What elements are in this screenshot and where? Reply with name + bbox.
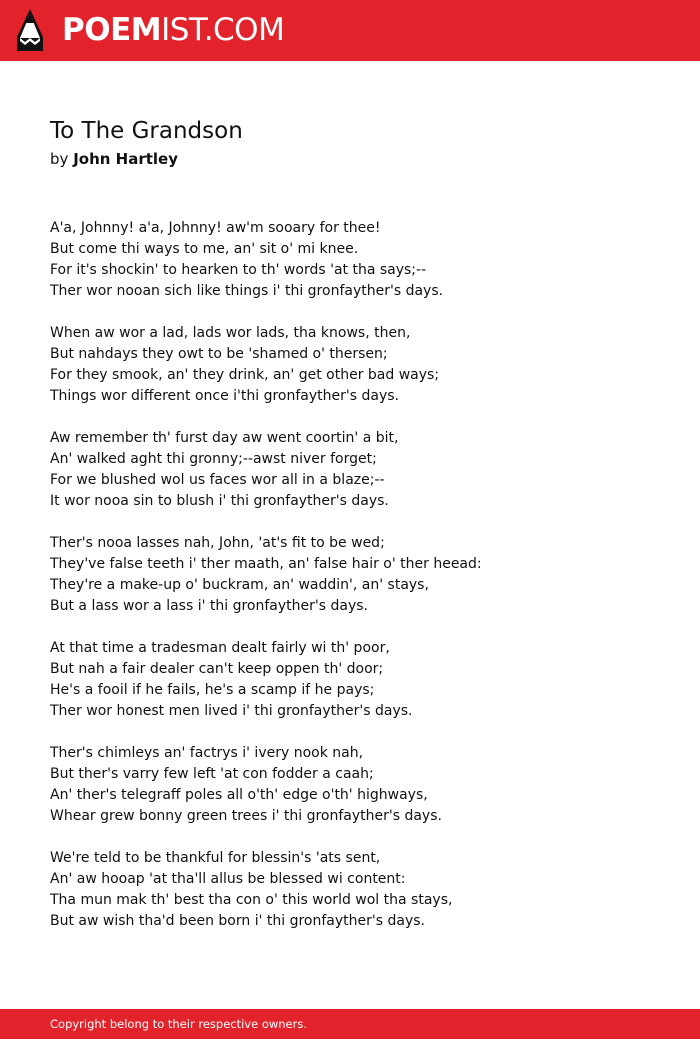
- poem-body: [50, 218, 670, 953]
- logo-bold-text: POEM: [62, 12, 162, 48]
- poem-line: They've false teeth i' ther maath, an' false hair o' ther heead:: [50, 556, 482, 572]
- poem-line: Things wor different once i'thi gronfayther's days.: [50, 388, 399, 404]
- stanza: [50, 743, 670, 827]
- stanza: [50, 323, 670, 407]
- poem-line: But nahdays they owt to be 'shamed o' thersen;: [50, 346, 388, 362]
- byline: [50, 149, 178, 169]
- poem-line: At that time a tradesman dealt fairly wi th' poor,: [50, 640, 390, 656]
- stanza: [50, 533, 670, 617]
- poem-line: It wor nooa sin to blush i' thi gronfayther's days.: [50, 493, 389, 509]
- poem-line: An' aw hooap 'at tha'll allus be blessed wi content:: [50, 871, 406, 887]
- copyright-text: Copyright belong to their respective owners.: [50, 1017, 308, 1031]
- stanza: [50, 218, 670, 302]
- poem-line: Ther's chimleys an' factrys i' ivery nook nah,: [50, 745, 364, 761]
- stanza: [50, 428, 670, 512]
- poem-line: They're a make-up o' buckram, an' waddin', an' stays,: [50, 577, 429, 593]
- poem-line: Ther's nooa lasses nah, John, 'at's fit to be wed;: [50, 535, 385, 551]
- site-header: [0, 0, 700, 61]
- poem-line: Aw remember th' furst day aw went coortin' a bit,: [50, 430, 399, 446]
- poem-line: Whear grew bonny green trees i' thi gronfayther's days.: [50, 808, 442, 824]
- poem-line: Ther wor nooan sich like things i' thi gronfayther's days.: [50, 283, 444, 299]
- poem-line: He's a fooil if he fails, he's a scamp if he pays;: [50, 682, 375, 698]
- poem-line: For it's shockin' to hearken to th' words 'at tha says;--: [50, 262, 427, 278]
- author-name: John Hartley: [73, 150, 178, 168]
- poem-line: But come thi ways to me, an' sit o' mi knee.: [50, 241, 359, 257]
- poem-line: For they smook, an' they drink, an' get other bad ways;: [50, 367, 440, 383]
- by-label: by: [50, 150, 69, 168]
- poem-line: A'a, Johnny! a'a, Johnny! aw'm sooary for thee!: [50, 220, 381, 236]
- site-footer: [0, 1009, 700, 1039]
- poem-line: But a lass wor a lass i' thi gronfayther's days.: [50, 598, 368, 614]
- poem-line: For we blushed wol us faces wor all in a blaze;--: [50, 472, 385, 488]
- poem-line: Ther wor honest men lived i' thi gronfayther's days.: [50, 703, 413, 719]
- poem-line: An' walked aght thi gronny;--awst niver forget;: [50, 451, 377, 467]
- stanza: [50, 848, 670, 932]
- stanza: [50, 638, 670, 722]
- site-logo[interactable]: [62, 12, 284, 48]
- poem-line: But ther's varry few left 'at con fodder a caah;: [50, 766, 374, 782]
- poem-line: We're teld to be thankful for blessin's 'ats sent,: [50, 850, 381, 866]
- logo-light-text: IST.COM: [161, 12, 285, 48]
- poem-line: Tha mun mak th' best tha con o' this world wol tha stays,: [50, 892, 453, 908]
- poem-line: When aw wor a lad, lads wor lads, tha knows, then,: [50, 325, 411, 341]
- pencil-logo-icon[interactable]: [17, 9, 43, 51]
- poem-title: To The Grandson: [50, 118, 243, 144]
- poem-line: But nah a fair dealer can't keep oppen th' door;: [50, 661, 384, 677]
- poem-line: An' ther's telegraff poles all o'th' edge o'th' highways,: [50, 787, 428, 803]
- poem-line: But aw wish tha'd been born i' thi gronfayther's days.: [50, 913, 425, 929]
